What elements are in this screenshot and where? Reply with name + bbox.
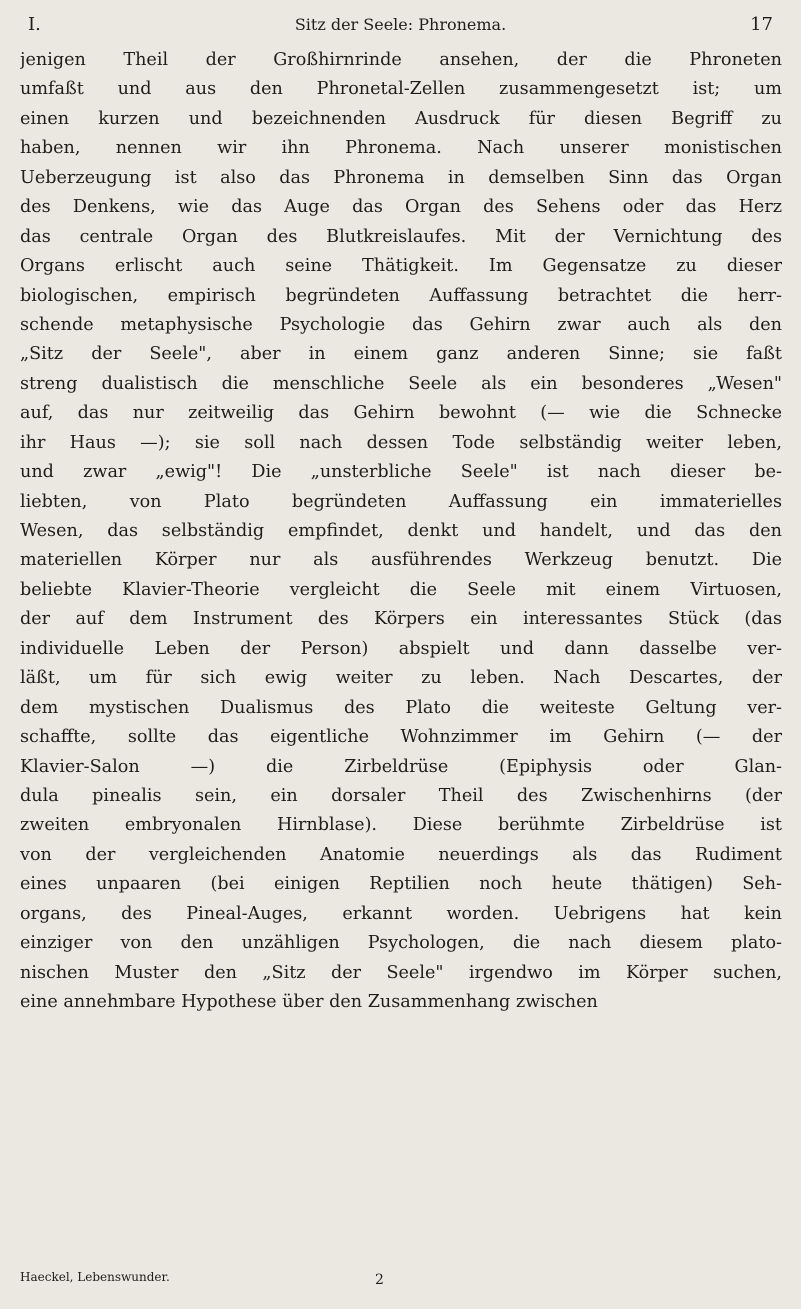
text-line: eine annehmbare Hypothese über den Zusammenhang zwischen	[20, 992, 598, 1012]
text-line: Organs erlischt auch seine Thätigkeit. Im Gegensatze zu dieser	[20, 256, 782, 277]
chapter-numeral: I.	[28, 14, 41, 35]
text-line: ihr Haus —); sie soll nach dessen Tode selbständig weiter leben,	[20, 432, 782, 453]
text-line: Klavier-Salon —) die Zirbeldrüse (Epiphysis oder Glan-	[20, 756, 782, 777]
text-line: dem mystischen Dualismus des Plato die weiteste Geltung ver-	[20, 697, 782, 718]
text-line: organs, des Pineal-Auges, erkannt worden. Uebrigens hat kein	[20, 903, 782, 924]
signature-number: 2	[375, 1272, 384, 1288]
running-header	[28, 14, 773, 40]
text-line: Ueberzeugung ist also das Phronema in demselben Sinn das Organ	[20, 167, 782, 188]
text-line: Wesen, das selbständig empfindet, denkt und handelt, und das den	[20, 521, 782, 541]
text-line: individuelle Leben der Person) abspielt und dann dasselbe ver-	[20, 638, 782, 659]
text-line: schaffte, sollte das eigentliche Wohnzimmer im Gehirn (— der	[20, 727, 782, 748]
running-title: Sitz der Seele: Phronema.	[294, 15, 507, 34]
text-line: „Sitz der Seele", aber in einem ganz anderen Sinne; sie faßt	[20, 344, 782, 365]
text-line: des Denkens, wie das Auge das Organ des Sehens oder das Herz	[20, 197, 782, 218]
text-line: auf, das nur zeitweilig das Gehirn bewohnt (— wie die Schnecke	[20, 403, 782, 424]
text-line: liebten, von Plato begründeten Auffassung ein immaterielles	[20, 491, 782, 512]
text-line: nischen Muster den „Sitz der Seele" irgendwo im Körper suchen,	[20, 962, 782, 983]
text-line: eines unpaaren (bei einigen Reptilien noch heute thätigen) Seh-	[20, 874, 782, 895]
text-line: und zwar „ewig"! Die „unsterbliche Seele" ist nach dieser be-	[20, 462, 782, 483]
page-footer	[20, 1270, 782, 1290]
page-number: 17	[750, 14, 773, 35]
text-line: der auf dem Instrument des Körpers ein interessantes Stück (das	[20, 609, 782, 630]
text-line: materiellen Körper nur als ausführendes Werkzeug benutzt. Die	[20, 550, 782, 571]
text-line: einziger von den unzähligen Psychologen, die nach diesem plato-	[20, 933, 782, 954]
text-line: von der vergleichenden Anatomie neuerdings als das Rudiment	[20, 844, 782, 865]
text-line: läßt, um für sich ewig weiter zu leben. Nach Descartes, der	[20, 668, 782, 689]
text-line: einen kurzen und bezeichnenden Ausdruck für diesen Begriff zu	[20, 108, 782, 129]
text-line: das centrale Organ des Blutkreislaufes. Mit der Vernichtung des	[20, 226, 782, 247]
body-text	[20, 46, 782, 1017]
text-line: beliebte Klavier-Theorie vergleicht die Seele mit einem Virtuosen,	[20, 579, 782, 600]
text-line: haben, nennen wir ihn Phronema. Nach unserer monistischen	[20, 138, 782, 159]
text-line: umfaßt und aus den Phronetal-Zellen zusammengesetzt ist; um	[20, 79, 782, 100]
text-line: streng dualistisch die menschliche Seele als ein besonderes „Wesen"	[20, 373, 782, 394]
text-line: biologischen, empirisch begründeten Auffassung betrachtet die herr-	[20, 285, 782, 306]
signature-line: Haeckel, Lebenswunder.	[20, 1270, 170, 1284]
text-line: jenigen Theil der Großhirnrinde ansehen, der die Phroneten	[20, 50, 782, 70]
text-line: zweiten embryonalen Hirnblase). Diese berühmte Zirbeldrüse ist	[20, 815, 782, 836]
text-line: schende metaphysische Psychologie das Gehirn zwar auch als den	[20, 314, 782, 335]
text-line: dula pinealis sein, ein dorsaler Theil des Zwischenhirns (der	[20, 785, 782, 806]
